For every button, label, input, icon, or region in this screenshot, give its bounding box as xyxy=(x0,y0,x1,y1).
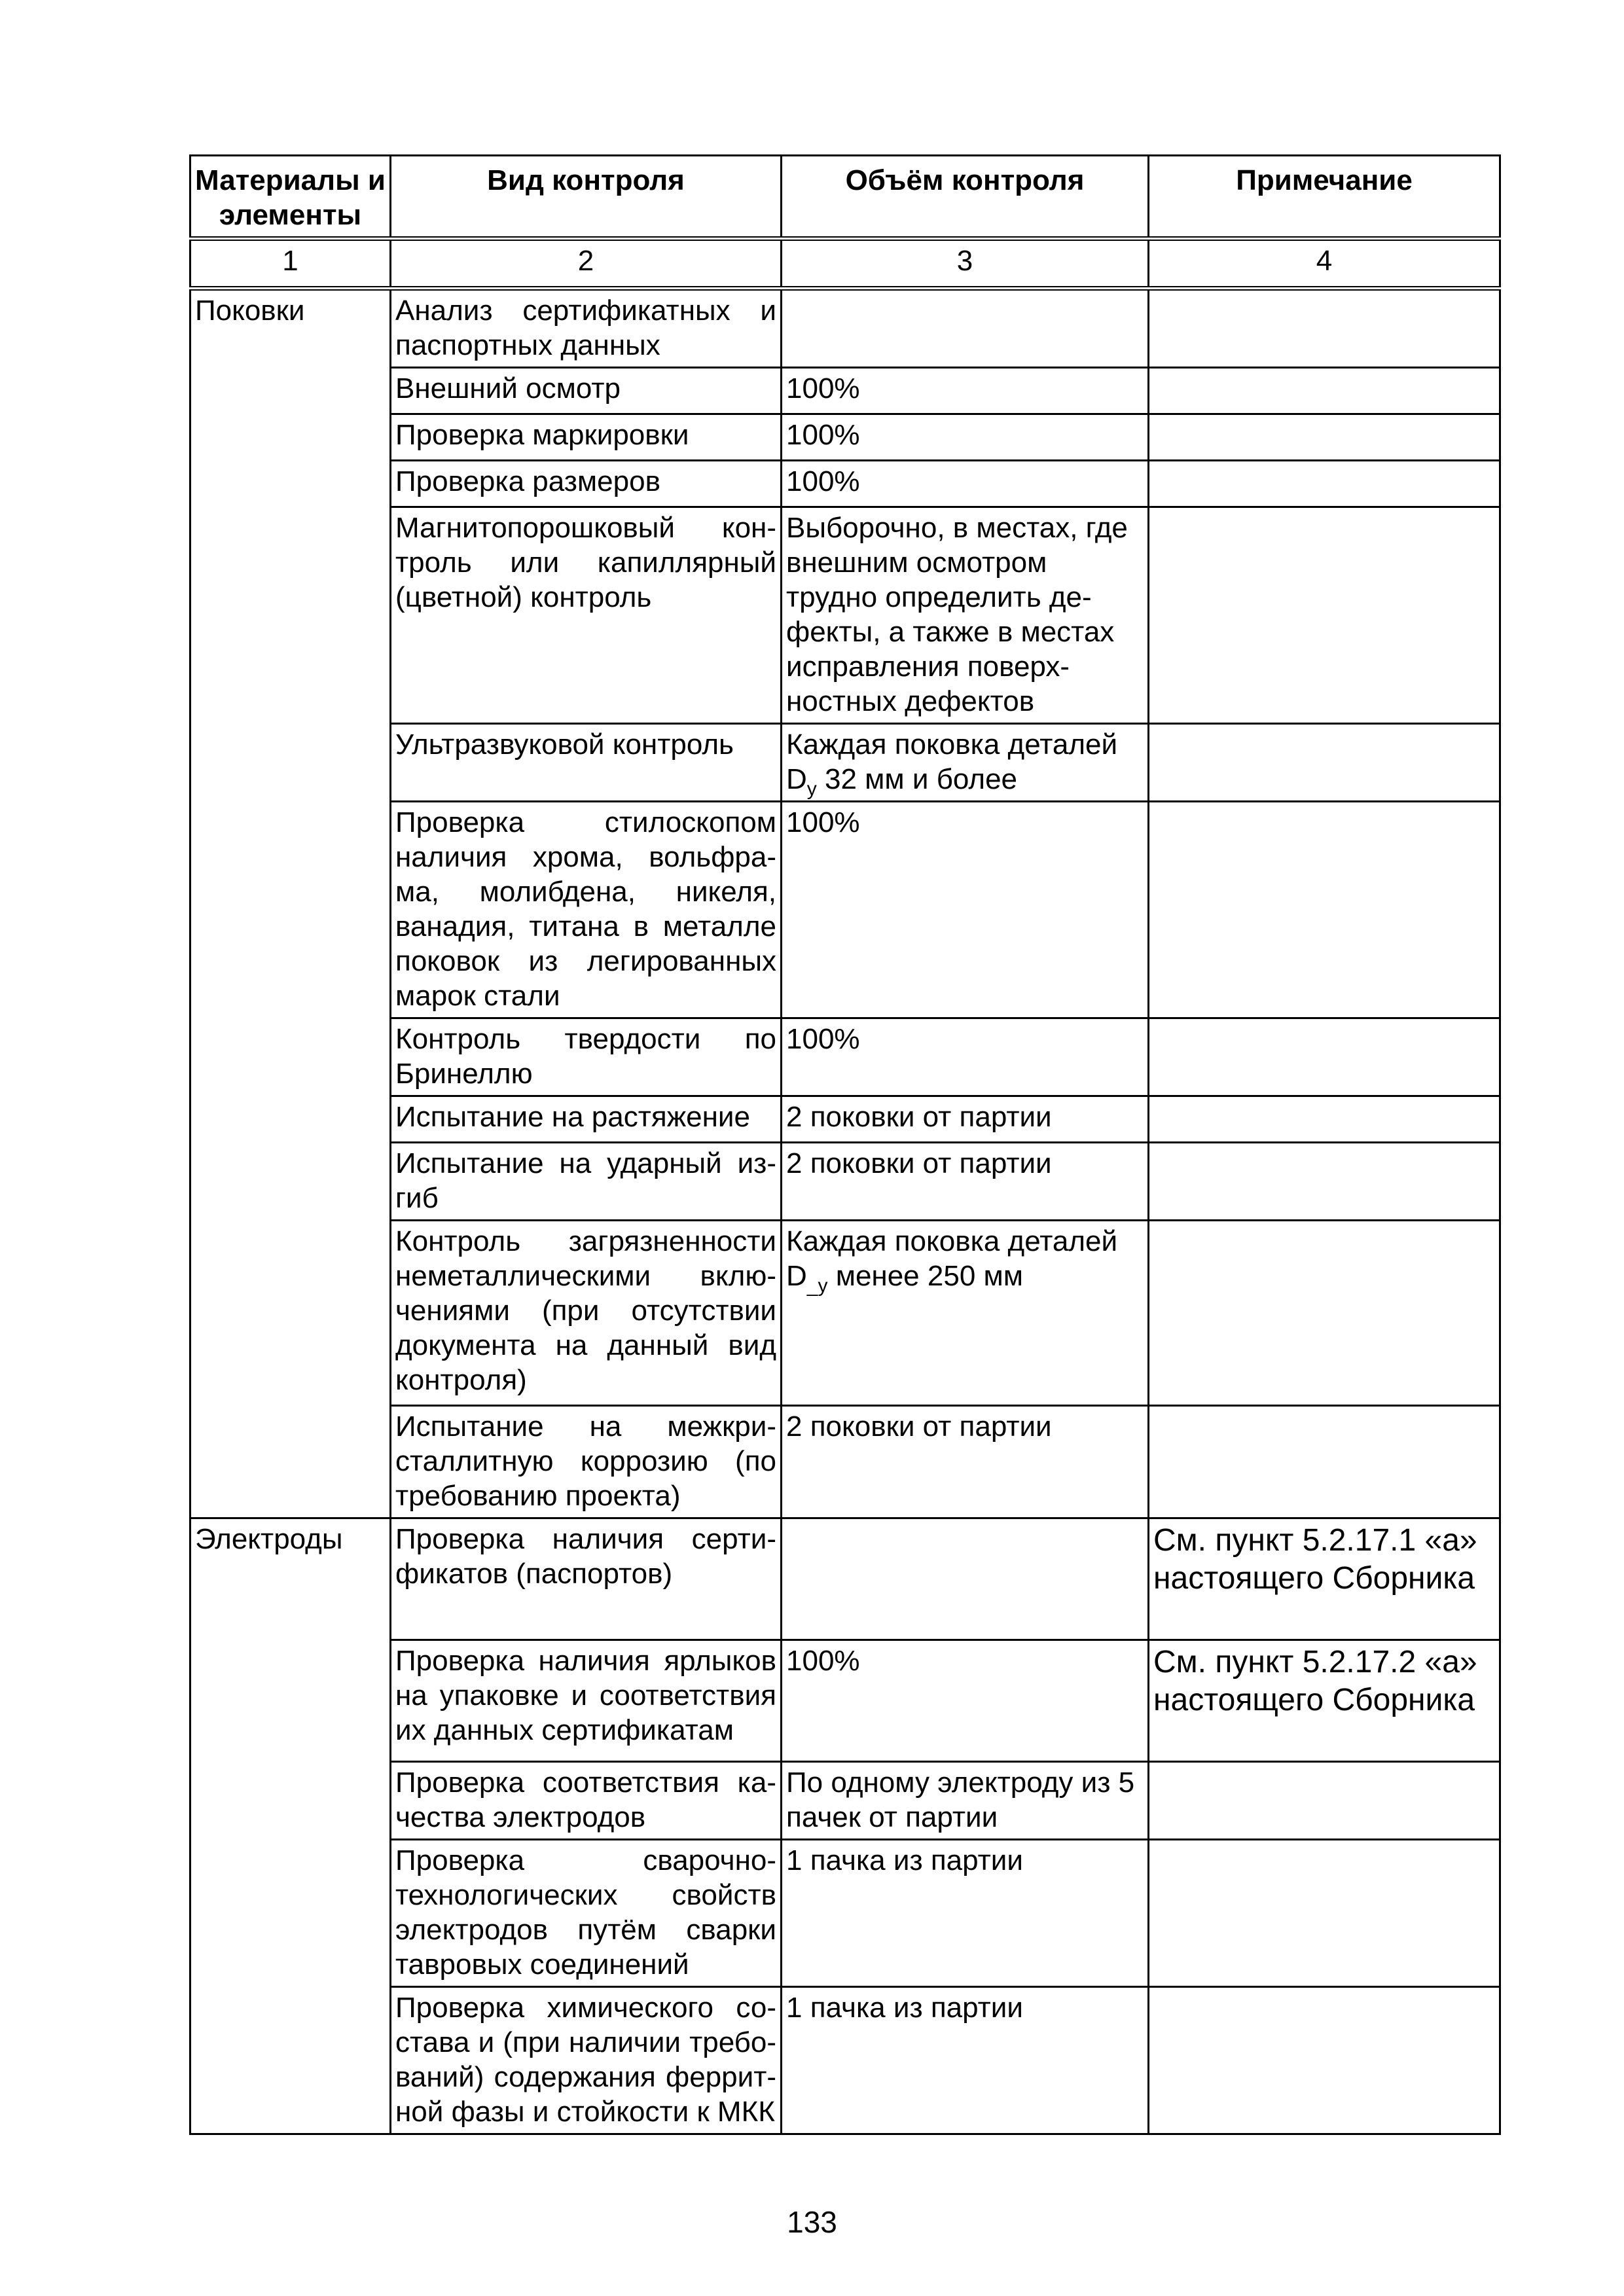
header-materials: Материалы и элементы xyxy=(190,156,391,239)
table-header-row xyxy=(190,156,1500,239)
control-type-cell: Контроль твердости по Бринеллю xyxy=(391,1018,782,1096)
note-cell xyxy=(1149,289,1500,368)
control-volume-cell: 2 поковки от партии xyxy=(782,1406,1149,1518)
column-number: 2 xyxy=(391,239,782,289)
control-volume-cell xyxy=(782,1221,1149,1406)
column-numbers-row xyxy=(190,239,1500,289)
control-type-cell: Испытание на межкри-сталлитную коррозию (по требованию проекта) xyxy=(391,1406,782,1518)
group-forgings: Поковки xyxy=(190,289,391,1518)
note-cell xyxy=(1149,1221,1500,1406)
control-table xyxy=(189,154,1501,2135)
column-number: 3 xyxy=(782,239,1149,289)
volume-text: Каждая поковка деталей D xyxy=(786,728,1118,795)
control-volume-cell: 100% xyxy=(782,414,1149,461)
control-volume-cell: 100% xyxy=(782,368,1149,414)
note-cell xyxy=(1149,1987,1500,2134)
note-cell xyxy=(1149,507,1500,724)
control-type-cell: Анализ сертификатных и паспортных данных xyxy=(391,289,782,368)
control-type-cell: Магнитопорошковый кон-троль или капиллярный (цветной) контроль xyxy=(391,507,782,724)
control-volume-cell: Выборочно, в местах, где внешним осмотром трудно определить де-фекты, а также в местах исправления поверх-ностных дефектов xyxy=(782,507,1149,724)
page-number: 133 xyxy=(787,2205,837,2239)
control-volume-cell: 100% xyxy=(782,461,1149,507)
header-control-volume: Объём контроля xyxy=(782,156,1149,239)
control-volume-cell: 100% xyxy=(782,802,1149,1018)
control-type-cell: Проверка соответствия ка-чества электродов xyxy=(391,1762,782,1840)
control-type-cell: Проверка наличия ярлыков на упаковке и соответствия их данных сертификатам xyxy=(391,1640,782,1762)
control-type-cell: Контроль загрязненности неметаллическими вклю-чениями (при отсутствии документа на данный вид контроля) xyxy=(391,1221,782,1406)
note-cell xyxy=(1149,724,1500,802)
control-type-cell: Проверка химического со-става и (при наличии требо-ваний) содержания феррит-ной фазы и стойкости к МКК xyxy=(391,1987,782,2134)
volume-text: 32 мм и более xyxy=(816,763,1018,795)
control-volume-cell: 100% xyxy=(782,1640,1149,1762)
control-type-cell: Проверка маркировки xyxy=(391,414,782,461)
control-type-cell: Проверка наличия серти-фикатов (паспортов) xyxy=(391,1518,782,1640)
volume-subscript: _у xyxy=(806,1274,828,1297)
note-cell: См. пункт 5.2.17.1 «а» настоящего Сборника xyxy=(1149,1518,1500,1640)
note-cell xyxy=(1149,1840,1500,1987)
note-cell xyxy=(1149,1096,1500,1143)
table-row xyxy=(190,1518,1500,1640)
table-row xyxy=(190,289,1500,368)
control-type-cell: Испытание на ударный из-гиб xyxy=(391,1143,782,1221)
column-number: 1 xyxy=(190,239,391,289)
control-volume-cell xyxy=(782,724,1149,802)
control-type-cell: Проверка стилоскопом наличия хрома, вольфра-ма, молибдена, никеля, ванадия, титана в металле поковок из легированных марок стали xyxy=(391,802,782,1018)
control-volume-cell: 2 поковки от партии xyxy=(782,1143,1149,1221)
control-type-cell: Испытание на растяжение xyxy=(391,1096,782,1143)
control-type-cell: Ультразвуковой контроль xyxy=(391,724,782,802)
note-cell: См. пункт 5.2.17.2 «а» настоящего Сборника xyxy=(1149,1640,1500,1762)
control-type-cell: Проверка сварочно-технологических свойств электродов путём сварки тавровых соединений xyxy=(391,1840,782,1987)
volume-text: Каждая поковка деталей D xyxy=(786,1225,1118,1292)
volume-subscript: у xyxy=(806,778,817,800)
header-control-type: Вид контроля xyxy=(391,156,782,239)
control-volume-cell: 2 поковки от партии xyxy=(782,1096,1149,1143)
control-volume-cell xyxy=(782,1518,1149,1640)
control-volume-cell: 1 пачка из партии xyxy=(782,1840,1149,1987)
note-cell xyxy=(1149,802,1500,1018)
control-volume-cell xyxy=(782,289,1149,368)
column-number: 4 xyxy=(1149,239,1500,289)
note-cell xyxy=(1149,414,1500,461)
group-electrodes: Электроды xyxy=(190,1518,391,2134)
note-cell xyxy=(1149,368,1500,414)
note-cell xyxy=(1149,461,1500,507)
control-volume-cell: 1 пачка из партии xyxy=(782,1987,1149,2134)
note-cell xyxy=(1149,1762,1500,1840)
volume-text: менее 250 мм xyxy=(827,1260,1024,1292)
control-type-cell: Проверка размеров xyxy=(391,461,782,507)
note-cell xyxy=(1149,1143,1500,1221)
control-volume-cell: 100% xyxy=(782,1018,1149,1096)
header-note: Примечание xyxy=(1149,156,1500,239)
control-type-cell: Внешний осмотр xyxy=(391,368,782,414)
note-cell xyxy=(1149,1018,1500,1096)
control-volume-cell: По одному электроду из 5 пачек от партии xyxy=(782,1762,1149,1840)
note-cell xyxy=(1149,1406,1500,1518)
